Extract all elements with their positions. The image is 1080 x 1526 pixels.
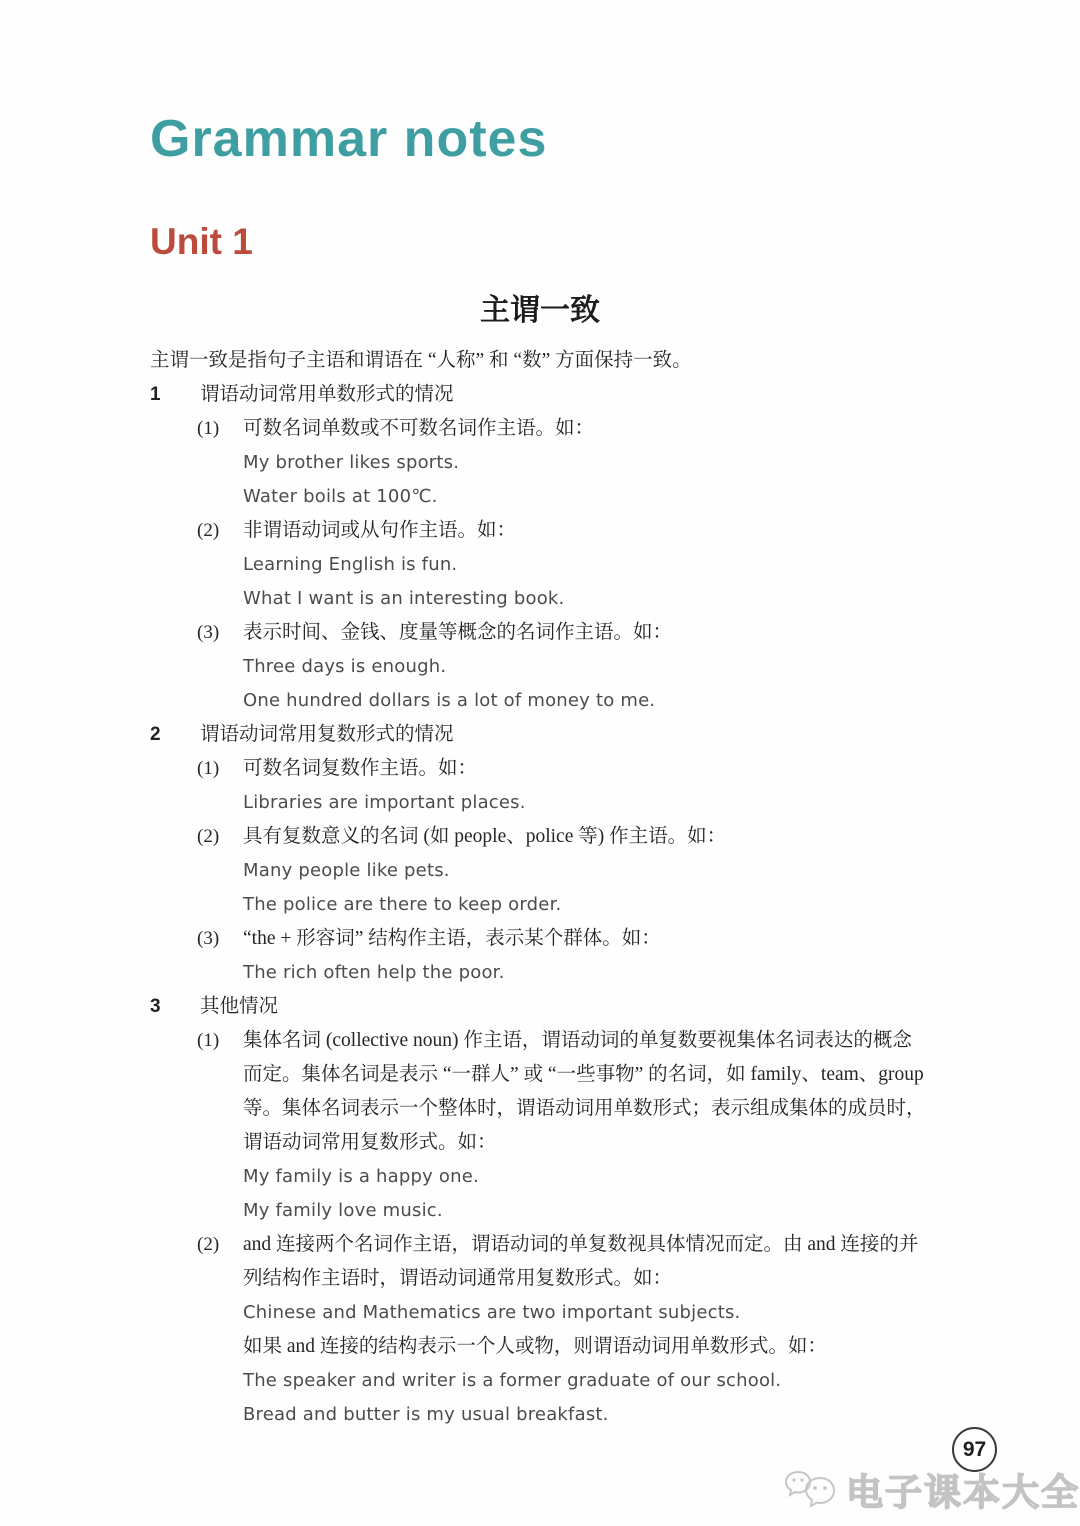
subitem-body <box>243 752 930 820</box>
english-example: The rich often help the poor. <box>243 962 505 983</box>
intro-text: 主谓一致是指句子主语和谓语在 “人称” 和 “数” 方面保持一致。 <box>150 350 692 371</box>
chinese-text: 集体名词 (collective noun) 作主语，谓语动词的单复数要视集体名词表达的概念而定。集体名词是表示 “一群人” 或 “一些事物” 的名词，如 family、team、group 等。集体名词表示一个整体时，谓语动词用单数形式；表示组成集体的成员时，谓语动词常用复数形式。如： <box>243 1030 926 1153</box>
topic-heading: 主谓一致 <box>480 294 600 327</box>
chinese-text: 可数名词单数或不可数名词作主语。如： <box>243 418 595 439</box>
section-number: 2 <box>150 724 161 745</box>
subitem-label: (2) <box>197 1234 220 1255</box>
subitem-body <box>243 514 930 616</box>
section-heading <box>150 718 930 752</box>
chinese-text: 表示时间、金钱、度量等概念的名词作主语。如： <box>243 622 673 643</box>
grammar-section <box>150 718 930 990</box>
chinese-text: and 连接两个名词作主语，谓语动词的单复数视具体情况而定。由 and 连接的并列结构作主语时，谓语动词通常用复数形式。如： <box>243 1234 919 1289</box>
section-heading <box>150 990 930 1024</box>
grammar-subitem <box>197 412 930 514</box>
watermark <box>784 1462 1080 1516</box>
grammar-subitem <box>197 616 930 718</box>
grammar-subitem <box>197 752 930 820</box>
english-example: What I want is an interesting book. <box>243 588 565 609</box>
english-example: My family love music. <box>243 1200 443 1221</box>
page-title: Grammar notes <box>150 110 548 168</box>
grammar-subitem <box>197 514 930 616</box>
subitem-label: (3) <box>197 928 220 949</box>
english-example: My family is a happy one. <box>243 1166 479 1187</box>
section-title: 其他情况 <box>200 996 279 1017</box>
grammar-section <box>150 990 930 1432</box>
section-number: 3 <box>150 996 161 1017</box>
grammar-section <box>150 378 930 718</box>
subitem-label: (1) <box>197 758 220 779</box>
chinese-text: 具有复数意义的名词 (如 people、police 等) 作主语。如： <box>243 826 727 847</box>
english-example: Many people like pets. <box>243 860 450 881</box>
page-number-badge: 97 <box>952 1427 997 1472</box>
grammar-sections <box>150 378 930 1432</box>
subitem-body <box>243 1024 930 1228</box>
grammar-subitem <box>197 922 930 990</box>
chinese-text: 非谓语动词或从句作主语。如： <box>243 520 517 541</box>
subitem-body <box>243 616 930 718</box>
subitem-label: (1) <box>197 1030 220 1051</box>
english-example: Water boils at 100℃. <box>243 486 438 507</box>
page-content <box>0 110 1080 1432</box>
subitem-label: (3) <box>197 622 220 643</box>
english-example: The police are there to keep order. <box>243 894 562 915</box>
english-example: The speaker and writer is a former graduate of our school. <box>243 1370 782 1391</box>
chat-bubbles-icon <box>784 1464 840 1514</box>
grammar-subitem <box>197 820 930 922</box>
unit-heading: Unit 1 <box>150 221 253 262</box>
subitem-body <box>243 922 930 990</box>
chinese-text: 可数名词复数作主语。如： <box>243 758 478 779</box>
section-title: 谓语动词常用复数形式的情况 <box>200 724 454 745</box>
grammar-subitem <box>197 1024 930 1228</box>
section-heading <box>150 378 930 412</box>
english-example: Learning English is fun. <box>243 554 458 575</box>
subitem-body <box>243 412 930 514</box>
english-example: Bread and butter is my usual breakfast. <box>243 1404 609 1425</box>
subitem-label: (2) <box>197 826 220 847</box>
grammar-subitem <box>197 1228 930 1432</box>
chinese-text: 如果 and 连接的结构表示一个人或物，则谓语动词用单数形式。如： <box>243 1336 827 1357</box>
english-example: One hundred dollars is a lot of money to me. <box>243 690 656 711</box>
subitem-body <box>243 1228 930 1432</box>
english-example: Libraries are important places. <box>243 792 526 813</box>
english-example: My brother likes sports. <box>243 452 460 473</box>
subitem-label: (1) <box>197 418 220 439</box>
chinese-text: “the + 形容词” 结构作主语，表示某个群体。如： <box>243 928 661 949</box>
subitem-label: (2) <box>197 520 220 541</box>
subitem-body <box>243 820 930 922</box>
english-example: Three days is enough. <box>243 656 447 677</box>
section-title: 谓语动词常用单数形式的情况 <box>200 384 454 405</box>
section-number: 1 <box>150 384 161 405</box>
watermark-text: 电子课本大全 <box>846 1472 1080 1513</box>
english-example: Chinese and Mathematics are two important subjects. <box>243 1302 741 1323</box>
